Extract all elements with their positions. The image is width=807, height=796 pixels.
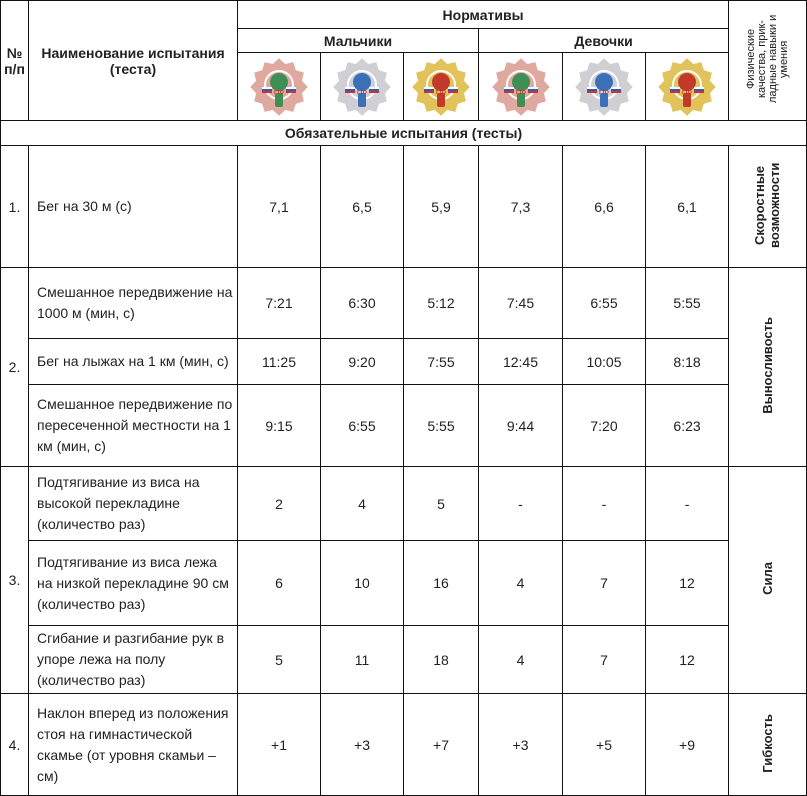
norm-value: 5	[404, 467, 479, 541]
table-row	[1, 626, 807, 694]
test-name: Бег на 30 м (с)	[29, 146, 238, 268]
norm-value: 6:55	[321, 385, 404, 467]
quality-cell	[729, 146, 807, 268]
norm-value: 4	[321, 467, 404, 541]
norm-value: 7:55	[404, 339, 479, 385]
bronze-badge-icon	[249, 57, 309, 117]
norm-value: +3	[321, 694, 404, 796]
badge-cell	[563, 53, 646, 121]
norm-value: +9	[646, 694, 729, 796]
header-num: № п/п	[1, 1, 29, 121]
norm-value: 6,5	[321, 146, 404, 268]
badge-label: ГТО	[515, 89, 526, 96]
norm-value: 18	[404, 626, 479, 694]
quality-cell	[729, 694, 807, 796]
norm-value: 10	[321, 541, 404, 626]
badge-cell	[404, 53, 479, 121]
norm-value: 7:20	[563, 385, 646, 467]
norm-value: 10:05	[563, 339, 646, 385]
quality-label: Сила	[760, 562, 776, 595]
norm-value: +3	[479, 694, 563, 796]
bronze-badge-icon	[491, 57, 551, 117]
norm-value: 5,9	[404, 146, 479, 268]
norm-value: 6,1	[646, 146, 729, 268]
norm-value: 11:25	[238, 339, 321, 385]
test-name: Сгибание и разгибание рук в упоре лежа на полу (количество раз)	[29, 626, 238, 694]
table-row	[1, 541, 807, 626]
table-row	[1, 146, 807, 268]
section-mandatory: Обязательные испытания (тесты)	[1, 121, 807, 146]
row-number: 2.	[1, 268, 29, 467]
test-name: Подтягивание из виса лежа на низкой перекладине 90 см (количество раз)	[29, 541, 238, 626]
table-row	[1, 385, 807, 467]
badge-cell	[238, 53, 321, 121]
header-norms: Нормативы	[238, 1, 729, 29]
table-row	[1, 339, 807, 385]
norm-value: 8:18	[646, 339, 729, 385]
norm-value: 7:21	[238, 268, 321, 339]
row-number: 4.	[1, 694, 29, 796]
quality-label: Выносливость	[760, 317, 776, 414]
norm-value: 9:44	[479, 385, 563, 467]
norm-value: -	[646, 467, 729, 541]
quality-cell	[729, 268, 807, 467]
gold-badge-icon	[657, 57, 717, 117]
norm-value: 6:55	[563, 268, 646, 339]
badge-cell	[321, 53, 404, 121]
norm-value: -	[563, 467, 646, 541]
norm-value: +5	[563, 694, 646, 796]
norm-value: 7	[563, 626, 646, 694]
test-name: Бег на лыжах на 1 км (мин, с)	[29, 339, 238, 385]
silver-badge-icon	[574, 57, 634, 117]
norm-value: 12	[646, 541, 729, 626]
norm-value: 6	[238, 541, 321, 626]
norm-value: 4	[479, 626, 563, 694]
norm-value: +1	[238, 694, 321, 796]
norm-value: 6:30	[321, 268, 404, 339]
norm-value: 5:12	[404, 268, 479, 339]
norm-value: 9:20	[321, 339, 404, 385]
norm-value: 4	[479, 541, 563, 626]
badge-label: ГТО	[599, 89, 609, 96]
test-name: Смешанное передвижение по пересеченной местности на 1 км (мин, с)	[29, 385, 238, 467]
test-name: Подтягивание из виса на высокой перекладине (количество раз)	[29, 467, 238, 541]
badge-cell	[479, 53, 563, 121]
norm-value: 7	[563, 541, 646, 626]
norm-value: 16	[404, 541, 479, 626]
badge-label: ГТО	[274, 89, 284, 96]
table-row	[1, 467, 807, 541]
norm-value: 12:45	[479, 339, 563, 385]
gold-badge-icon	[411, 57, 471, 117]
norm-value: 11	[321, 626, 404, 694]
norm-value: 2	[238, 467, 321, 541]
norm-value: 7:45	[479, 268, 563, 339]
norm-value: 6,6	[563, 146, 646, 268]
row-number: 3.	[1, 467, 29, 694]
table-row	[1, 694, 807, 796]
norm-value: 6:23	[646, 385, 729, 467]
quality-label: Скоростные возможности	[751, 162, 782, 248]
norm-value: 7,1	[238, 146, 321, 268]
quality-label: Гибкость	[760, 713, 776, 773]
header-qualities	[729, 1, 807, 121]
norm-value: +7	[404, 694, 479, 796]
badge-label: ГТО	[436, 89, 446, 96]
badge-cell	[646, 53, 729, 121]
norm-value: 7,3	[479, 146, 563, 268]
norm-value: -	[479, 467, 563, 541]
header-boys: Мальчики	[238, 29, 479, 53]
norm-value: 5:55	[404, 385, 479, 467]
test-name: Наклон вперед из положения стоя на гимнастической скамье (от уровня скамьи – см)	[29, 694, 238, 796]
norm-value: 5:55	[646, 268, 729, 339]
norm-value: 5	[238, 626, 321, 694]
badge-label: ГТО	[357, 89, 367, 96]
table-row	[1, 268, 807, 339]
norm-value: 12	[646, 626, 729, 694]
test-name: Смешанное передвижение на 1000 м (мин, с)	[29, 268, 238, 339]
header-qualities-text: Физические качества, прик-ладные навыки и умения	[744, 14, 790, 104]
norm-value: 9:15	[238, 385, 321, 467]
header-girls: Девочки	[479, 29, 729, 53]
silver-badge-icon	[332, 57, 392, 117]
row-number: 1.	[1, 146, 29, 268]
header-test-name: Наименование испытания (теста)	[29, 1, 238, 121]
badge-label: ГТО	[682, 89, 692, 96]
quality-cell	[729, 467, 807, 694]
